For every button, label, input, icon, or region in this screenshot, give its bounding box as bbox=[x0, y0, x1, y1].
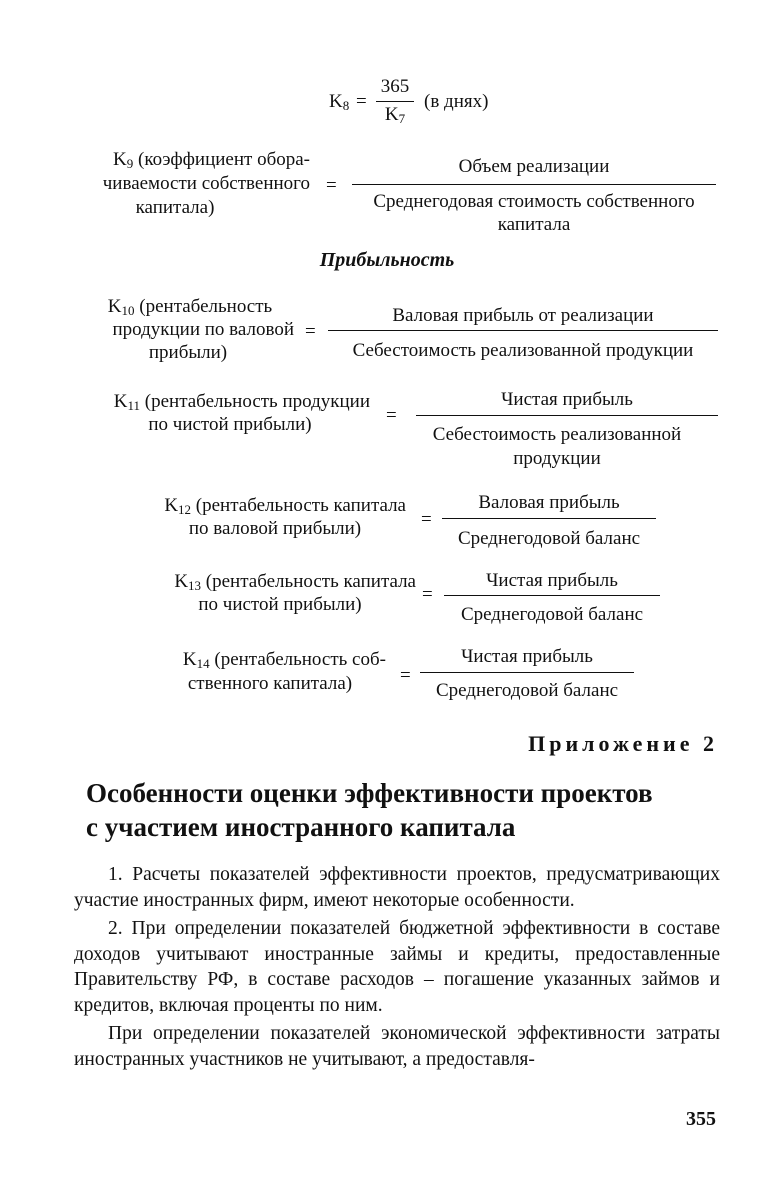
appendix-label: Приложение 2 bbox=[528, 731, 718, 756]
k14-subscript: 14 bbox=[196, 656, 210, 671]
k8-equals: = bbox=[356, 91, 367, 112]
k10-label: K bbox=[107, 296, 122, 317]
k10-desc-line-3: прибыли) bbox=[148, 342, 228, 363]
k11-desc-line-2: по чистой прибыли) bbox=[148, 414, 312, 435]
k9-numerator: Объем реализации bbox=[458, 156, 610, 177]
k13-denominator-line-1: Среднегодовой баланс bbox=[460, 604, 644, 625]
k13-desc-line-2: по чистой прибыли) bbox=[198, 594, 362, 615]
k10-denominator-line-1: Себестоимость реализованной продукции bbox=[352, 340, 694, 361]
k9-label: K bbox=[113, 149, 127, 170]
k10-desc-line-2: продукции по валовой bbox=[112, 319, 294, 340]
k8-fraction-bar bbox=[376, 101, 414, 102]
k8-numerator: 365 bbox=[380, 76, 410, 97]
k10-equals: = bbox=[305, 321, 316, 342]
paragraph-2: 2. При определении показателей бюджетной эффективности в составе доходов учитывают иностранные займы и кредиты, предоставленные Правительству РФ, в составе расходов – погашение указанных займов и кредитов, включая проценты по ним. bbox=[74, 918, 720, 1016]
k9-desc-line-1: (коэффициент обора- bbox=[138, 149, 310, 170]
k9-desc-line-2: чиваемости собственного bbox=[102, 173, 310, 194]
k12-denominator-line-1: Среднегодовой баланс bbox=[457, 528, 641, 549]
k12-fraction-bar bbox=[442, 518, 656, 519]
k12-numerator: Валовая прибыль bbox=[478, 492, 620, 513]
k13-fraction-bar bbox=[444, 595, 660, 596]
k9-denominator-line-1: Среднегодовая стоимость собственного bbox=[373, 191, 695, 212]
k14-equals: = bbox=[400, 665, 411, 686]
k13-equals: = bbox=[422, 584, 433, 605]
k14-label: K bbox=[182, 649, 197, 670]
k10-subscript: 10 bbox=[121, 303, 135, 318]
paragraph-3: При определении показателей экономической эффективности затраты иностранных участников не учитывают, а предоставля- bbox=[74, 1023, 720, 1070]
k12-equals: = bbox=[421, 509, 432, 530]
k14-desc-line-1: (рентабельность соб- bbox=[214, 649, 386, 670]
k9-desc-line-3: капитала) bbox=[135, 197, 215, 218]
k12-desc-line-1: (рентабельность капитала bbox=[195, 495, 406, 516]
k11-numerator: Чистая прибыль bbox=[501, 389, 633, 410]
k13-desc-line-1: (рентабельность капитала bbox=[205, 571, 416, 592]
k13-label: K bbox=[174, 571, 189, 592]
k11-fraction-bar bbox=[416, 415, 718, 416]
k11-denominator-line-2: продукции bbox=[513, 448, 601, 469]
k11-denominator-line-1: Себестоимость реализованной bbox=[432, 424, 682, 445]
k9-equals: = bbox=[326, 175, 337, 196]
k9-fraction-bar bbox=[352, 184, 716, 185]
heading-line-1: Особенности оценки эффективности проектов bbox=[86, 778, 653, 808]
section-title: Прибыльность bbox=[319, 249, 455, 271]
paragraph-1: 1. Расчеты показателей эффективности проектов, предусматривающих участие иностранных фирм, имеют некоторые особенности. bbox=[74, 864, 720, 911]
page-number: 355 bbox=[686, 1108, 716, 1130]
k8-denominator-subscript: 7 bbox=[398, 111, 406, 126]
k8-denominator-label: K bbox=[384, 104, 399, 125]
k13-subscript: 13 bbox=[188, 578, 202, 593]
k12-desc-line-2: по валовой прибыли) bbox=[188, 518, 362, 539]
k9-subscript: 9 bbox=[126, 156, 134, 171]
k11-equals: = bbox=[386, 405, 397, 426]
k14-fraction-bar bbox=[420, 672, 634, 673]
k9-denominator-line-2: капитала bbox=[497, 214, 571, 235]
k8-note: (в днях) bbox=[424, 91, 489, 112]
k10-desc-line-1: (рентабельность bbox=[139, 296, 273, 317]
k13-numerator: Чистая прибыль bbox=[486, 570, 618, 591]
k10-fraction-bar bbox=[328, 330, 718, 331]
k12-subscript: 12 bbox=[178, 502, 192, 517]
k14-numerator: Чистая прибыль bbox=[461, 646, 593, 667]
k14-denominator-line-1: Среднегодовой баланс bbox=[435, 680, 619, 701]
k11-desc-line-1: (рентабельность продукции bbox=[144, 391, 370, 412]
k11-subscript: 11 bbox=[127, 398, 141, 413]
heading-line-2: с участием иностранного капитала bbox=[86, 812, 516, 842]
k12-label: K bbox=[164, 495, 179, 516]
k14-desc-line-2: ственного капитала) bbox=[187, 673, 353, 694]
body-text bbox=[74, 862, 720, 1072]
k11-label: K bbox=[113, 391, 128, 412]
k10-numerator: Валовая прибыль от реализации bbox=[392, 305, 654, 326]
k8-subscript: 8 bbox=[342, 98, 350, 113]
k8-label: K bbox=[329, 91, 343, 112]
